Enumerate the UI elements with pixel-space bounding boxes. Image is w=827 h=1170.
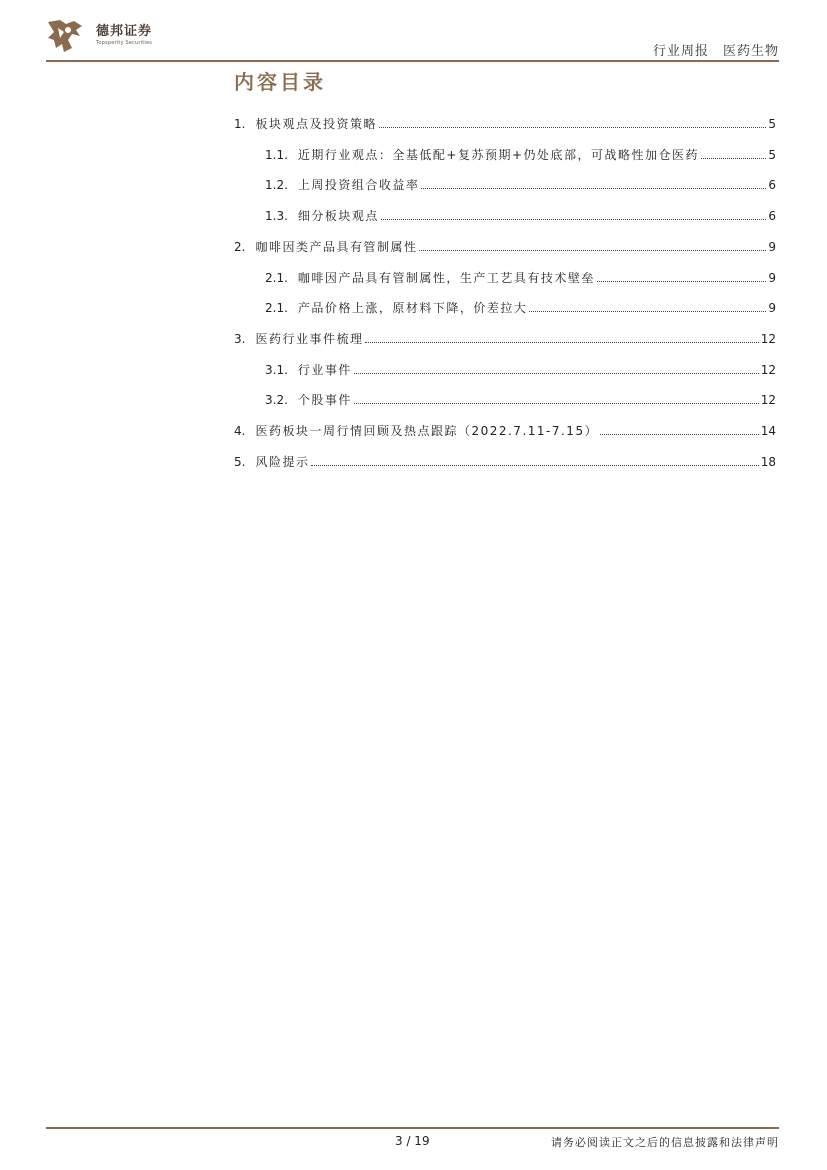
header-labels xyxy=(653,40,779,59)
toc-entry-number: 2. xyxy=(234,239,246,254)
toc-entry-number: 3.1. xyxy=(265,362,288,377)
toc-entry-page: 6 xyxy=(768,178,776,193)
brand-name xyxy=(96,25,152,47)
toc-entry-page: 18 xyxy=(760,454,776,469)
footer-divider xyxy=(46,1127,779,1129)
toc-entry-title: 近期行业观点：全基低配+复苏预期+仍处底部，可战略性加仓医药 xyxy=(297,147,700,162)
toc-leader-dots xyxy=(379,127,766,128)
toc-entry-title: 医药行业事件梳理 xyxy=(255,331,364,346)
toc-entry[interactable] xyxy=(234,112,776,132)
toc-entry-title: 个股事件 xyxy=(297,393,352,408)
toc-entry[interactable] xyxy=(234,296,776,316)
toc-entry[interactable] xyxy=(234,143,776,163)
toc-entry[interactable] xyxy=(234,419,776,439)
toc-entry-number: 5. xyxy=(234,454,246,469)
toc-entry[interactable] xyxy=(234,358,776,378)
page-header xyxy=(0,0,827,70)
toc-leader-dots xyxy=(600,434,759,435)
toc-entry-page: 6 xyxy=(768,209,776,224)
toc-entry-number: 3.2. xyxy=(265,393,288,408)
toc-leader-dots xyxy=(421,188,766,189)
toc-entry-number: 2.1. xyxy=(265,301,288,316)
sector-name: 医药生物 xyxy=(722,44,779,59)
toc-leader-dots xyxy=(354,373,759,374)
topsperity-logo-icon xyxy=(46,18,86,54)
toc-leader-dots xyxy=(311,465,758,466)
header-divider xyxy=(46,60,779,62)
toc-entry-page: 12 xyxy=(760,362,776,377)
toc-entry[interactable] xyxy=(234,235,776,255)
toc-entry[interactable] xyxy=(234,327,776,347)
toc-entry-number: 1.3. xyxy=(265,209,288,224)
toc-leader-dots xyxy=(701,158,766,159)
brand-name-en: Topsperity Securities xyxy=(96,40,153,46)
page-number: 3 / 19 xyxy=(395,1134,430,1148)
toc-entry-number: 4. xyxy=(234,424,246,438)
toc-entry-number: 1.2. xyxy=(265,178,288,193)
toc-entry-page: 9 xyxy=(768,239,776,254)
toc-entry-page: 9 xyxy=(768,270,776,285)
toc-leader-dots xyxy=(419,250,766,251)
toc-entry-page: 14 xyxy=(760,424,776,438)
toc-leader-dots xyxy=(597,281,766,282)
report-type: 行业周报 xyxy=(652,44,709,59)
toc-entry-title: 行业事件 xyxy=(297,362,352,377)
toc-entry-title: 细分板块观点 xyxy=(297,209,379,224)
disclaimer-text: 请务必阅读正文之后的信息披露和法律声明 xyxy=(551,1136,779,1149)
toc-entry[interactable] xyxy=(234,204,776,224)
toc-entry[interactable] xyxy=(234,173,776,193)
toc-entry-number: 2.1. xyxy=(265,270,288,285)
toc-entry-title: 咖啡因类产品具有管制属性 xyxy=(255,239,418,254)
toc-entry-title: 医药板块一周行情回顾及热点跟踪（2022.7.11-7.15） xyxy=(255,424,599,438)
toc-entry-title: 咖啡因产品具有管制属性，生产工艺具有技术壁垒 xyxy=(297,270,595,285)
toc-leader-dots xyxy=(529,311,766,312)
brand-name-cn: 德邦证券 xyxy=(96,24,153,39)
toc-leader-dots xyxy=(365,342,758,343)
toc-entry-number: 1. xyxy=(234,117,246,131)
toc-entry-number: 1.1. xyxy=(265,147,288,162)
toc-entry-title: 风险提示 xyxy=(255,454,310,469)
toc-entry-page: 5 xyxy=(768,147,776,162)
toc-leader-dots xyxy=(354,403,759,404)
toc-entry[interactable] xyxy=(234,266,776,286)
toc-entry-title: 板块观点及投资策略 xyxy=(255,117,377,131)
toc-entry[interactable] xyxy=(234,388,776,408)
toc-entry-number: 3. xyxy=(234,331,246,346)
toc-entry-page: 9 xyxy=(768,301,776,316)
toc-entry-page: 5 xyxy=(768,117,776,131)
toc-leader-dots xyxy=(381,219,766,220)
toc-entry-page: 12 xyxy=(760,331,776,346)
toc-entry[interactable] xyxy=(234,450,776,470)
toc-entry-page: 12 xyxy=(760,393,776,408)
toc-entry-title: 产品价格上涨，原材料下降，价差拉大 xyxy=(297,301,528,316)
toc-title: 内容目录 xyxy=(234,70,326,94)
toc-entry-title: 上周投资组合收益率 xyxy=(297,178,420,193)
